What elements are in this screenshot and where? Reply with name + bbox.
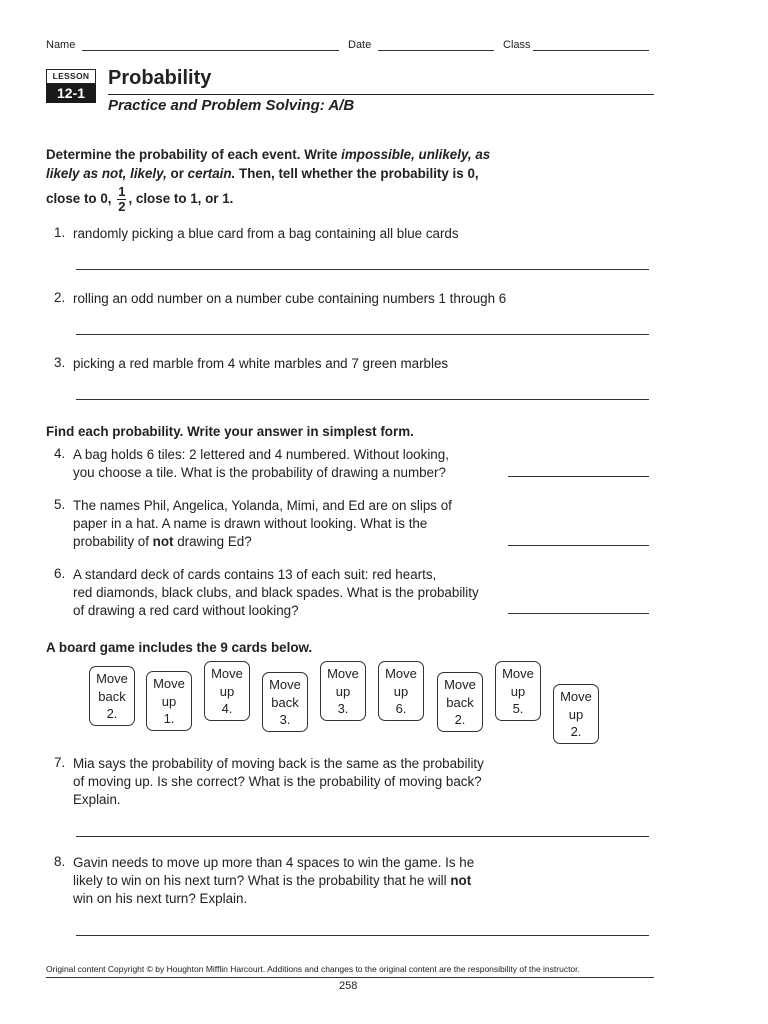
game-card xyxy=(320,661,366,721)
card-line: back xyxy=(98,688,126,704)
question-line: Mia says the probability of moving back is the same as the probability xyxy=(73,756,484,771)
game-card xyxy=(553,684,599,744)
question-number: 1. xyxy=(54,225,66,240)
game-card xyxy=(437,672,483,732)
card-line: Move xyxy=(96,671,128,686)
card-line: 4. xyxy=(221,701,233,716)
question-line: paper in a hat. A name is drawn without looking. What is the xyxy=(73,516,428,531)
question-line: of moving up. Is she correct? What is the probability of moving back? xyxy=(73,774,482,789)
name-field-line[interactable] xyxy=(82,50,339,51)
question-number: 6. xyxy=(54,566,66,581)
emphasis-not: not xyxy=(152,534,174,549)
page-number: 258 xyxy=(339,980,358,992)
card-line: Move xyxy=(560,689,592,704)
title-rule xyxy=(108,94,654,95)
question-line: The names Phil, Angelica, Yolanda, Mimi, and Ed are on slips of xyxy=(73,498,452,513)
card-line: 2. xyxy=(454,712,466,727)
question-line: drawing Ed? xyxy=(173,534,252,549)
question-line: red diamonds, black clubs, and black spades. What is the probability xyxy=(73,585,479,600)
date-field-line[interactable] xyxy=(378,50,494,51)
card-line: up xyxy=(161,693,177,709)
answer-line[interactable] xyxy=(508,476,649,477)
fraction-numerator: 1 xyxy=(118,184,126,199)
copyright-notice: Original content Copyright © by Houghton Mifflin Harcourt. Additions and changes to the original content are the responsibility of the instructor. xyxy=(46,964,580,974)
question-number: 7. xyxy=(54,755,66,770)
question-line: Gavin needs to move up more than 4 spaces to win the game. Is he xyxy=(73,855,475,870)
answer-line[interactable] xyxy=(76,836,649,837)
instr-text: or xyxy=(166,166,188,181)
instr-text: Determine the probability of each event. Write xyxy=(46,147,342,162)
question-text xyxy=(73,497,513,551)
game-card xyxy=(146,671,192,731)
question-line: likely to win on his next turn? What is the probability that he will xyxy=(73,873,451,888)
game-card xyxy=(262,672,308,732)
question-text xyxy=(73,755,543,809)
question-line: you choose a tile. What is the probability of drawing a number? xyxy=(73,465,446,480)
question-number: 4. xyxy=(54,446,66,461)
question-line: of drawing a red card without looking? xyxy=(73,603,299,618)
lesson-badge-label: LESSON xyxy=(46,69,96,84)
instr-text: , close to 1, or 1. xyxy=(128,191,234,207)
one-half-fraction xyxy=(117,185,126,214)
instr-text: Then, tell whether the probability is 0, xyxy=(235,166,479,181)
answer-line[interactable] xyxy=(76,935,649,936)
card-line: Move xyxy=(502,666,534,681)
section1-instructions xyxy=(46,145,566,214)
question-text xyxy=(73,446,513,482)
section2-instructions: Find each probability. Write your answer in simplest form. xyxy=(46,424,414,439)
card-line: up xyxy=(393,683,409,699)
card-line: up xyxy=(335,683,351,699)
instr-terms: impossible, unlikely, as xyxy=(341,147,491,162)
question-text xyxy=(73,566,513,620)
footer-rule xyxy=(46,977,654,978)
card-line: Move xyxy=(269,677,301,692)
question-text xyxy=(73,854,543,908)
card-line: Move xyxy=(211,666,243,681)
game-card xyxy=(89,666,135,726)
card-line: 3. xyxy=(279,712,291,727)
card-line: back xyxy=(446,694,474,710)
class-label: Class xyxy=(503,39,531,51)
card-line: 1. xyxy=(163,711,175,726)
question-number: 3. xyxy=(54,355,66,370)
question-number: 2. xyxy=(54,290,66,305)
emphasis-not: not xyxy=(450,873,472,888)
fraction-denominator: 2 xyxy=(118,199,126,214)
instr-terms: likely as not, likely, xyxy=(46,166,167,181)
page-title: Probability xyxy=(108,67,212,89)
page-subtitle: Practice and Problem Solving: A/B xyxy=(108,97,355,114)
card-line: 2. xyxy=(106,706,118,721)
card-line: Move xyxy=(385,666,417,681)
card-line: 2. xyxy=(570,724,582,739)
question-line: win on his next turn? Explain. xyxy=(73,891,248,906)
lesson-badge-number: 12-1 xyxy=(46,84,96,103)
card-line: up xyxy=(219,683,235,699)
question-number: 8. xyxy=(54,854,66,869)
class-field-line[interactable] xyxy=(533,50,649,51)
answer-line[interactable] xyxy=(76,334,649,335)
question-text: picking a red marble from 4 white marbles and 7 green marbles xyxy=(73,356,449,371)
answer-line[interactable] xyxy=(508,613,649,614)
question-line: A bag holds 6 tiles: 2 lettered and 4 numbered. Without looking, xyxy=(73,447,449,462)
card-line: 6. xyxy=(395,701,407,716)
game-card xyxy=(378,661,424,721)
question-text: randomly picking a blue card from a bag containing all blue cards xyxy=(73,226,459,241)
question-line: Explain. xyxy=(73,792,121,807)
game-card xyxy=(495,661,541,721)
answer-line[interactable] xyxy=(76,399,649,400)
card-line: up xyxy=(568,706,584,722)
card-line: Move xyxy=(444,677,476,692)
card-line: Move xyxy=(153,676,185,691)
name-label: Name xyxy=(46,39,76,51)
lesson-badge xyxy=(46,69,96,103)
section3-instructions: A board game includes the 9 cards below. xyxy=(46,640,313,655)
answer-line[interactable] xyxy=(76,269,649,270)
card-line: up xyxy=(510,683,526,699)
answer-line[interactable] xyxy=(508,545,649,546)
game-card xyxy=(204,661,250,721)
card-line: Move xyxy=(327,666,359,681)
question-number: 5. xyxy=(54,497,66,512)
card-line: 5. xyxy=(512,701,524,716)
card-line: back xyxy=(271,694,299,710)
question-text: rolling an odd number on a number cube containing numbers 1 through 6 xyxy=(73,291,507,306)
instr-terms: certain. xyxy=(187,166,236,181)
question-line: probability of xyxy=(73,534,153,549)
date-label: Date xyxy=(348,39,372,51)
card-line: 3. xyxy=(337,701,349,716)
question-line: A standard deck of cards contains 13 of each suit: red hearts, xyxy=(73,567,437,582)
instr-text: close to 0, xyxy=(46,191,116,207)
